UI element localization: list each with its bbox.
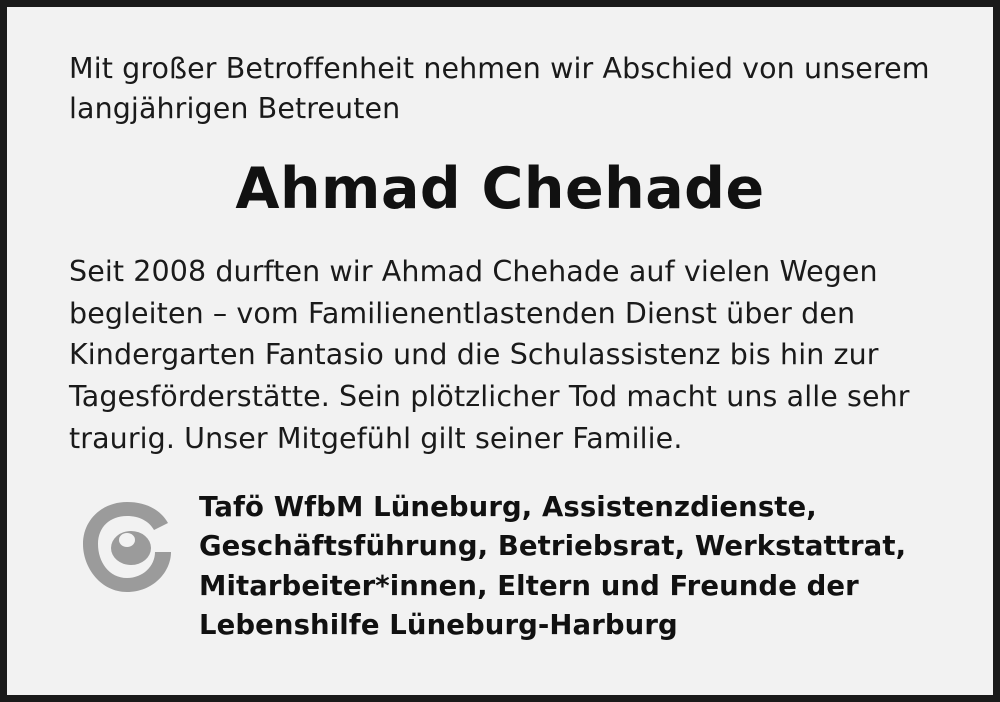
lebenshilfe-logo-icon [69,484,199,606]
intro-text: Mit großer Betroffenheit nehmen wir Abschied von unserem langjährigen Betreuten [69,52,930,126]
signature-text [199,484,931,645]
signature-line: Mitarbeiter*innen, Eltern und Freunde der [199,569,859,602]
deceased-name: Ahmad Chehade [235,155,765,222]
signature-line: Geschäftsführung, Betriebsrat, Werkstattrat, [199,530,907,563]
signature-line: Lebenshilfe Lüneburg-Harburg [199,609,678,642]
signature-block [69,484,931,645]
memorial-body-text: Seit 2008 durften wir Ahmad Chehade auf vielen Wegen begleiten – vom Familienentlastenden Dienst über den Kindergarten Fantasio und die Schulassistenz bis hin zur Tagesförderstätte. Sein plötzlicher Tod macht uns alle sehr traurig. Unser Mitgefühl gilt seiner Familie. [69,254,910,456]
signature-line: Tafö WfbM Lüneburg, Assistenzdienste, [199,491,817,524]
